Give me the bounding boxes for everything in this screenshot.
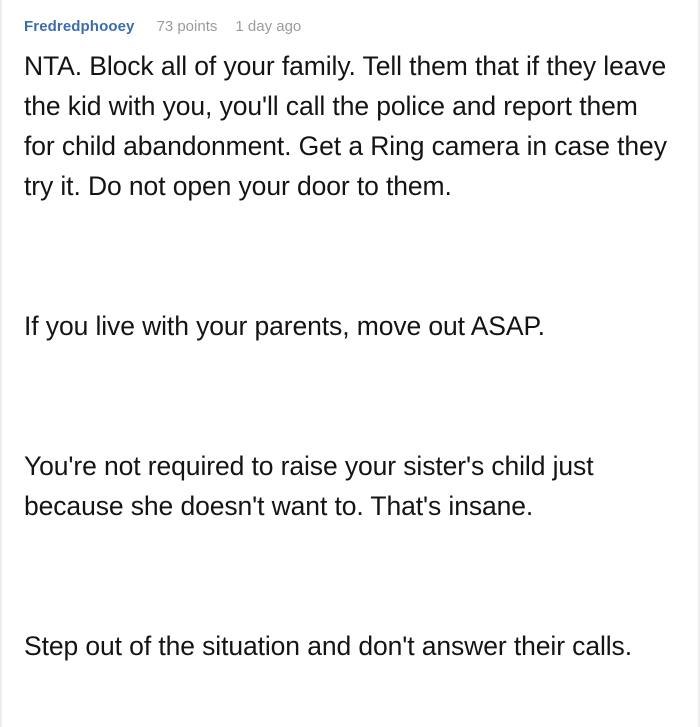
comment-score: 73 points (156, 18, 218, 35)
comment-paragraph: You're not required to raise your sister's child just because she doesn't want to. That's insane. (24, 451, 594, 521)
comment-content-wrapper (2, 0, 698, 666)
comment-paragraph: If you live with your parents, move out ASAP. (24, 311, 545, 341)
comment-body (24, 46, 670, 666)
comment-paragraph: NTA. Block all of your family. Tell them that if they leave the kid with you, you'll call the police and report them for child abandonment. Get a Ring camera in case they try it. Do not open your door to them. (24, 51, 667, 201)
comment-timestamp: 1 day ago (235, 18, 302, 35)
comment-author-link[interactable]: Fredredphooey (24, 18, 135, 35)
comment-paragraph: Step out of the situation and don't answer their calls. (24, 631, 632, 661)
comment-metadata-row (24, 18, 670, 40)
